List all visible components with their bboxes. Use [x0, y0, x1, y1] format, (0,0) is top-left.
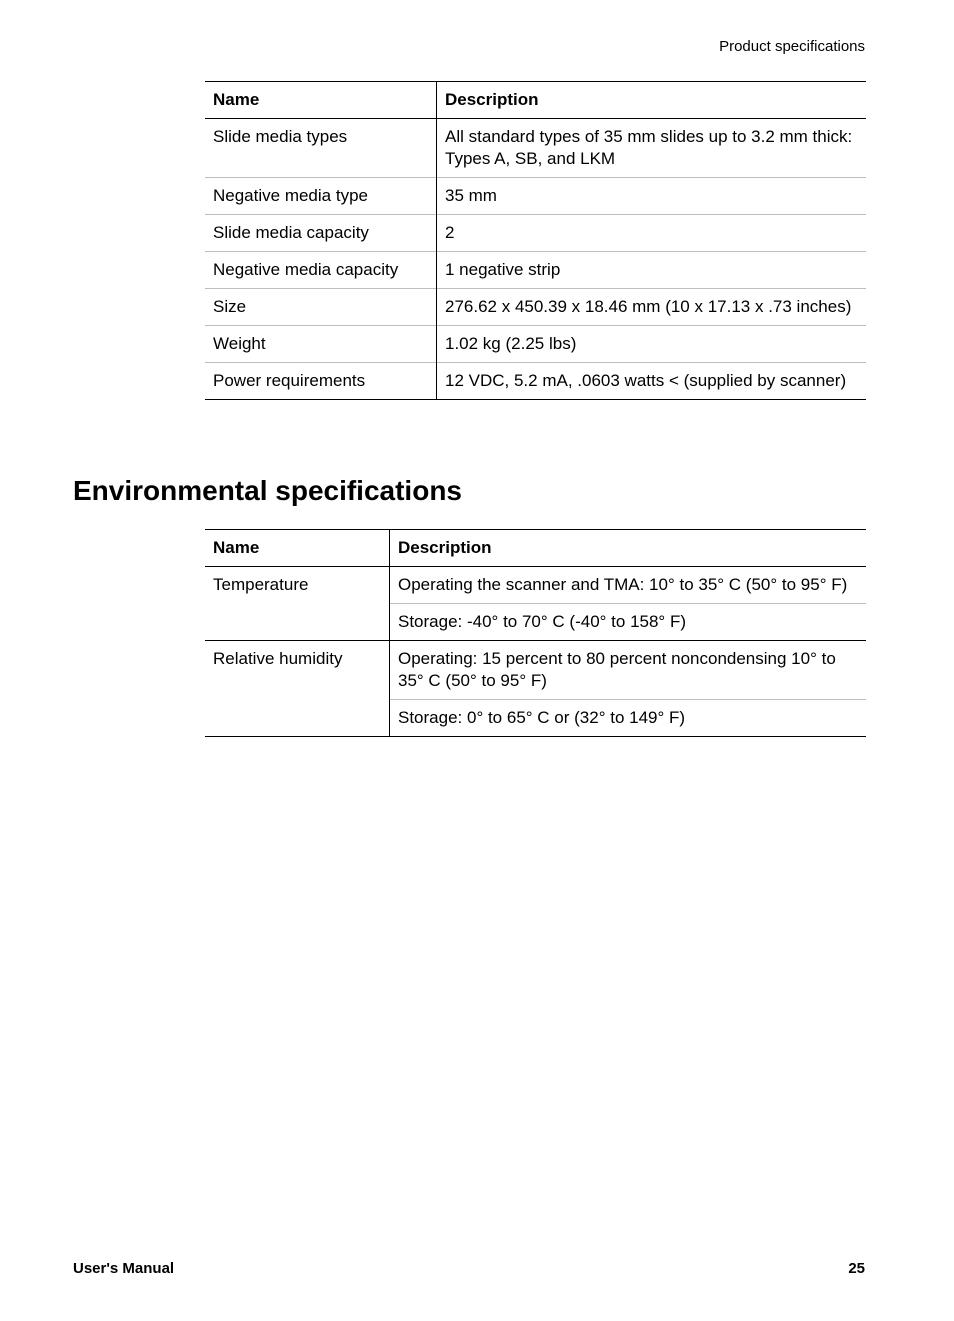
- row-name-cell: Slide media capacity: [205, 215, 437, 252]
- page-number: 25: [848, 1260, 865, 1277]
- row-description-cell: Operating: 15 percent to 80 percent noncondensing 10° to 35° C (50° to 95° F): [390, 641, 867, 700]
- row-name-cell: Negative media capacity: [205, 252, 437, 289]
- row-description-cell: 35 mm: [437, 178, 867, 215]
- row-description-cell: Storage: -40° to 70° C (-40° to 158° F): [390, 604, 867, 641]
- column-header-name: Name: [205, 530, 390, 567]
- row-name-cell: Slide media types: [213, 127, 348, 146]
- table-row: [205, 119, 866, 178]
- row-name-cell: Size: [205, 289, 437, 326]
- row-description-cell: All standard types of 35 mm slides up to 3.2 mm thick: Types A, SB, and LKM: [437, 119, 867, 178]
- table-row: [205, 252, 866, 289]
- row-description-cell: 12 VDC, 5.2 mA, .0603 watts < (supplied by scanner): [437, 363, 867, 400]
- row-description-cell: Operating the scanner and TMA: 10° to 35° C (50° to 95° F): [390, 567, 867, 604]
- footer-manual-title: User's Manual: [73, 1260, 175, 1277]
- running-header: Product specifications: [719, 38, 865, 55]
- table-row: [205, 178, 866, 215]
- row-description-cell: 276.62 x 450.39 x 18.46 mm (10 x 17.13 x .73 inches): [437, 289, 867, 326]
- row-name-cell: Temperature: [205, 567, 390, 641]
- product-specifications-table: [205, 81, 866, 400]
- table-row: [205, 326, 866, 363]
- table-row: [205, 641, 866, 700]
- row-description-cell: 1 negative strip: [437, 252, 867, 289]
- column-header-description: Description: [437, 82, 867, 119]
- row-name-cell: Negative media type: [205, 178, 437, 215]
- environmental-specifications-table: [205, 529, 866, 737]
- table-row: [205, 363, 866, 400]
- row-name-cell: Weight: [205, 326, 437, 363]
- table-header-row: [205, 82, 866, 119]
- row-description-cell: 1.02 kg (2.25 lbs): [437, 326, 867, 363]
- row-description-cell: Storage: 0° to 65° C or (32° to 149° F): [390, 700, 867, 737]
- row-name-cell: Relative humidity: [205, 641, 390, 737]
- row-name-cell: Power requirements: [205, 363, 437, 400]
- column-header-name: Name: [205, 82, 437, 119]
- row-description-cell: 2: [437, 215, 867, 252]
- table-row: [205, 289, 866, 326]
- table-row: [205, 215, 866, 252]
- table-row: [205, 567, 866, 604]
- table-header-row: [205, 530, 866, 567]
- column-header-description: Description: [390, 530, 867, 567]
- section-heading: Environmental specifications: [73, 475, 462, 506]
